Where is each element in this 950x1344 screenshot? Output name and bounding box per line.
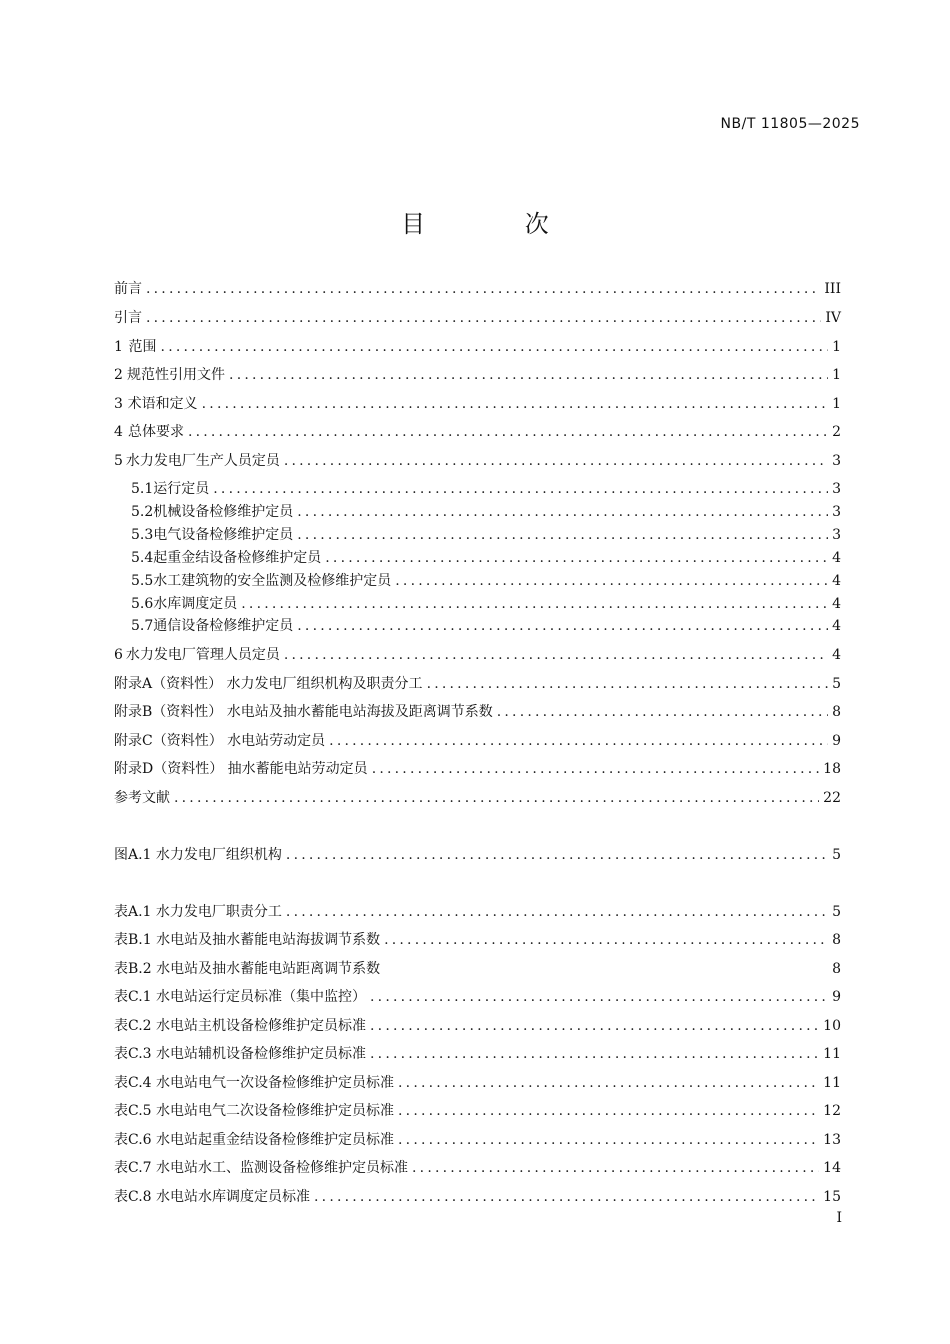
- toc-entry-label: 水力发电厂管理人员定员: [125, 647, 280, 663]
- toc-leader-dots: [146, 281, 820, 297]
- toc-entry[interactable]: [114, 421, 841, 443]
- toc-entry[interactable]: [114, 1186, 841, 1208]
- toc-entry-number: 5.3: [131, 527, 154, 543]
- toc-entry-page: 4: [832, 618, 841, 634]
- toc-entry-label: 表C.1 水电站运行定员标准（集中监控）: [114, 989, 367, 1005]
- toc-leader-dots: [213, 481, 828, 497]
- toc-entry-label: 电气设备检修维护定员: [153, 527, 294, 543]
- page-number: I: [836, 1210, 842, 1226]
- toc-entry-number: 4: [114, 424, 123, 440]
- toc-leader-dots: [412, 1160, 819, 1176]
- toc-entry[interactable]: [114, 701, 841, 723]
- toc-leader-dots: [297, 618, 828, 634]
- toc-entry[interactable]: [114, 278, 841, 300]
- toc-entry-label: 规范性引用文件: [127, 367, 226, 383]
- toc-leader-dots: [161, 339, 829, 355]
- toc-leader-dots: [427, 676, 829, 692]
- toc-entry-label: 附录C（资料性） 水电站劳动定员: [114, 733, 326, 749]
- toc-entry-label: 表C.6 水电站起重金结设备检修维护定员标准: [114, 1132, 395, 1148]
- toc-leader-dots: [241, 596, 828, 612]
- toc-entry-number: 5: [114, 453, 123, 469]
- toc-entry-label: 机械设备检修维护定员: [153, 504, 294, 520]
- toc-entry-number: 5.1: [131, 481, 154, 497]
- toc-entry[interactable]: [131, 570, 841, 592]
- toc-entry-label: 附录A（资料性） 水力发电厂组织机构及职责分工: [114, 676, 423, 692]
- toc-entry-page: 4: [832, 573, 841, 589]
- toc-entry[interactable]: [131, 524, 841, 546]
- toc-entry-page: 18: [823, 761, 841, 777]
- toc-entry-page: 1: [832, 339, 841, 355]
- toc-entry-label: 表C.5 水电站电气二次设备检修维护定员标准: [114, 1103, 395, 1119]
- toc-entry[interactable]: [114, 450, 841, 472]
- toc-entry-number: 2: [114, 367, 123, 383]
- toc-entry-page: 1: [832, 396, 841, 412]
- toc-leader-dots: [146, 310, 821, 326]
- toc-entry-label: 总体要求: [127, 424, 184, 440]
- toc-title: 目 次: [401, 210, 595, 238]
- toc-entry-page: 15: [823, 1189, 841, 1205]
- toc-leader-dots: [297, 504, 828, 520]
- toc-leader-dots: [329, 733, 828, 749]
- toc-entry-page: 3: [832, 504, 841, 520]
- toc-leader-dots: [286, 904, 828, 920]
- toc-entry-label: 通信设备检修维护定员: [153, 618, 294, 634]
- toc-entry-label: 水工建筑物的安全监测及检修维护定员: [153, 573, 392, 589]
- toc-entry-page: 8: [832, 932, 841, 948]
- toc-entry-label: 水库调度定员: [153, 596, 238, 612]
- toc-entry-label: 表B.2 水电站及抽水蓄能电站距离调节系数: [114, 961, 381, 977]
- toc-entry-label: 附录D（资料性） 抽水蓄能电站劳动定员: [114, 761, 368, 777]
- toc-entry-page: 12: [823, 1103, 841, 1119]
- toc-entry-page: 5: [832, 676, 841, 692]
- toc-entry[interactable]: [114, 929, 841, 951]
- toc-leader-dots: [202, 396, 828, 412]
- toc-entry[interactable]: [114, 758, 841, 780]
- toc-leader-dots: [325, 550, 828, 566]
- toc-entry[interactable]: [131, 615, 841, 637]
- toc-entry-label: 术语和定义: [127, 396, 198, 412]
- toc-entry-label: 表C.7 水电站水工、监测设备检修维护定员标准: [114, 1160, 409, 1176]
- toc-entry-label: 范围: [128, 339, 157, 355]
- toc-entry-page: 1: [832, 367, 841, 383]
- toc-entry-label: 表C.2 水电站主机设备检修维护定员标准: [114, 1018, 367, 1034]
- toc-entry-page: 3: [832, 453, 841, 469]
- toc-entry-page: 9: [832, 989, 841, 1005]
- toc-entry[interactable]: [114, 307, 841, 329]
- toc-entry-label: 前言: [114, 281, 142, 297]
- toc-entry-page: 3: [832, 481, 841, 497]
- toc-entry[interactable]: [114, 1100, 841, 1122]
- toc-entry-page: 14: [823, 1160, 841, 1176]
- toc-entry[interactable]: [114, 730, 841, 752]
- toc-entry-page: 4: [832, 550, 841, 566]
- toc-entry-page: 8: [832, 704, 841, 720]
- toc-leader-dots: [370, 1046, 819, 1062]
- toc-entry-page: 5: [832, 904, 841, 920]
- toc-entry-page: 5: [832, 847, 841, 863]
- toc-entry-page: 11: [823, 1075, 841, 1091]
- toc-entry-page: III: [824, 281, 841, 297]
- toc-entry[interactable]: [114, 844, 841, 866]
- toc-entry-page: 22: [823, 790, 841, 806]
- toc-entry-label: 表A.1 水力发电厂职责分工: [114, 904, 282, 920]
- toc-entry-label: 图A.1 水力发电厂组织机构: [114, 847, 282, 863]
- toc-leader-dots: [395, 573, 828, 589]
- toc-entry-label: 起重金结设备检修维护定员: [153, 550, 322, 566]
- toc-leader-dots: [398, 1103, 819, 1119]
- toc-entry-page: 4: [832, 647, 841, 663]
- toc-entry-number: 5.7: [131, 618, 154, 634]
- toc-leader-dots: [284, 647, 828, 663]
- toc-entry-page: 8: [832, 961, 841, 977]
- toc-entry-number: 6: [114, 647, 123, 663]
- toc-entry-label: 运行定员: [153, 481, 210, 497]
- toc-entry-number: 3: [114, 396, 123, 412]
- toc-entry-label: 表C.3 水电站辅机设备检修维护定员标准: [114, 1046, 367, 1062]
- toc-entry-number: 5.4: [131, 550, 154, 566]
- toc-entry[interactable]: [114, 1129, 841, 1151]
- toc-leader-dots: [372, 761, 819, 777]
- toc-entry-page: 13: [823, 1132, 841, 1148]
- toc-entry[interactable]: [114, 336, 841, 358]
- toc-leader-dots: [384, 932, 828, 948]
- toc-leader-dots: [398, 1075, 819, 1091]
- toc-leader-dots: [297, 527, 828, 543]
- toc-entry-page: 9: [832, 733, 841, 749]
- toc-entry[interactable]: [131, 478, 841, 500]
- toc-entry-number: 5.6: [131, 596, 154, 612]
- toc-entry-label: 表C.8 水电站水库调度定员标准: [114, 1189, 311, 1205]
- toc-entry-page: 3: [832, 527, 841, 543]
- toc-entry-label: 水力发电厂生产人员定员: [125, 453, 280, 469]
- toc-entry[interactable]: [114, 1072, 841, 1094]
- toc-entry-page: 4: [832, 596, 841, 612]
- toc-entry[interactable]: [131, 547, 841, 569]
- toc-entry[interactable]: [114, 1157, 841, 1179]
- toc-entry[interactable]: [114, 901, 841, 923]
- toc-leader-dots: [370, 989, 828, 1005]
- toc-entry[interactable]: [114, 364, 841, 386]
- toc-entry-label: 参考文献: [114, 790, 170, 806]
- toc-entry[interactable]: [114, 787, 841, 809]
- toc-leader-dots: [314, 1189, 819, 1205]
- toc-leader-dots: [286, 847, 828, 863]
- toc-leader-dots: [284, 453, 828, 469]
- toc-entry[interactable]: [114, 673, 841, 695]
- toc-entry[interactable]: [114, 1015, 841, 1037]
- toc-entry-label: 附录B（资料性） 水电站及抽水蓄能电站海拔及距离调节系数: [114, 704, 493, 720]
- toc-leader-dots: [398, 1132, 819, 1148]
- toc-leader-dots: [497, 704, 828, 720]
- toc-entry[interactable]: [114, 986, 841, 1008]
- toc-entry[interactable]: [131, 501, 841, 523]
- toc-leader-dots: [188, 424, 828, 440]
- toc-leader-dots: [370, 1018, 819, 1034]
- toc-entry-label: 引言: [114, 310, 142, 326]
- toc-entry-page: 10: [823, 1018, 841, 1034]
- toc-entry-label: 表B.1 水电站及抽水蓄能电站海拔调节系数: [114, 932, 381, 948]
- toc-entry[interactable]: [131, 593, 841, 615]
- toc-entry-page: 2: [832, 424, 841, 440]
- toc-entry-number: 5.2: [131, 504, 154, 520]
- toc-leader-dots: [174, 790, 819, 806]
- toc-entry-page: 11: [823, 1046, 841, 1062]
- toc-entry[interactable]: [114, 958, 841, 980]
- toc-entry[interactable]: [114, 393, 841, 415]
- toc-entry-label: 表C.4 水电站电气一次设备检修维护定员标准: [114, 1075, 395, 1091]
- toc-entry-number: 5.5: [131, 573, 154, 589]
- toc-entry[interactable]: [114, 644, 841, 666]
- toc-entry-page: IV: [825, 310, 841, 326]
- toc-entry-number: 1: [114, 339, 123, 355]
- toc-leader-dots: [229, 367, 828, 383]
- toc-entry[interactable]: [114, 1043, 841, 1065]
- document-code: NB/T 11805—2025: [720, 116, 860, 132]
